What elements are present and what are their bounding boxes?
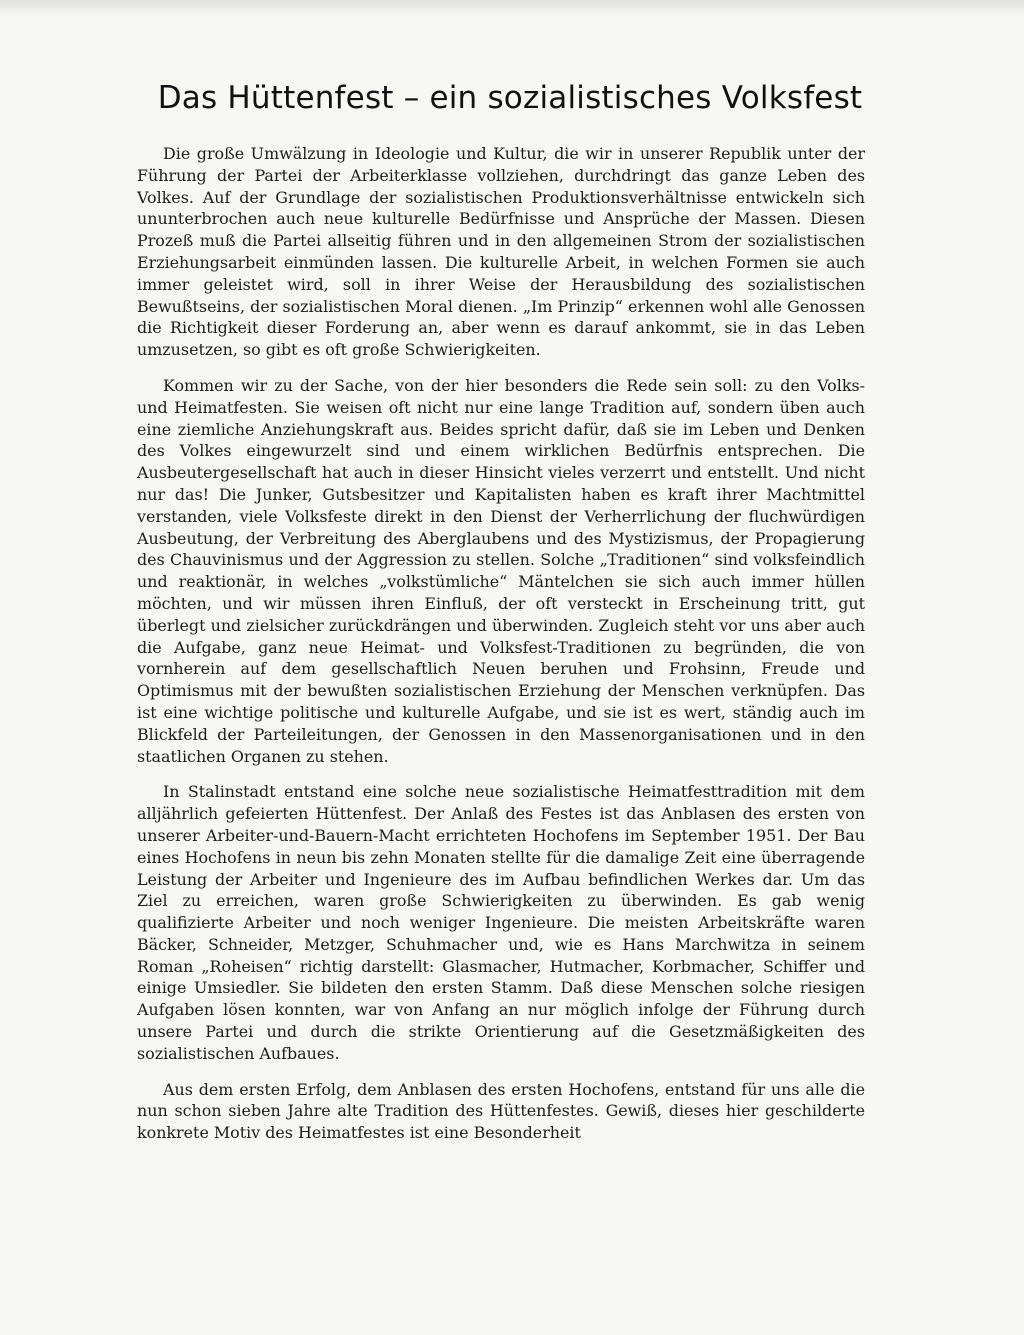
paragraph-2: Kommen wir zu der Sache, von der hier besonders die Rede sein soll: zu den Volks- und Heimatfesten. Sie weisen oft nicht nur eine lange Tradition auf, sondern üben auch eine ziemliche Anziehungskraft aus. Beides spricht dafür, daß sie im Leben und Denken des Volkes eingewurzelt sind und einem wirklichen Bedürfnis entsprechen. Die Ausbeutergesellschaft hat auch in dieser Hinsicht vieles verzerrt und entstellt. Und nicht nur das! Die Junker, Gutsbesitzer und Kapitalisten haben es kraft ihrer Machtmittel verstanden, viele Volksfeste direkt in den Dienst der Verherrlichung der fluchwürdigen Ausbeutung, der Verbreitung des Aberglaubens und des Mystizismus, der Propagierung des Chauvinismus und der Aggression zu stellen. Solche „Traditionen“ sind volksfeindlich und reaktionär, in welches „volkstümliche“ Mäntelchen sie sich auch immer hüllen möchten, und wir müssen ihren Einfluß, der oft versteckt in Erscheinung tritt, gut überlegt und zielsicher zurückdrängen und überwinden. Zugleich steht vor uns aber auch die Aufgabe, ganz neue Heimat- und Volksfest-Traditionen zu begründen, die von vornherein auf dem gesellschaftlich Neuen beruhen und Frohsinn, Freude und Optimismus mit der bewußten sozialistischen Erziehung der Menschen verknüpfen. Das ist eine wichtige politische und kulturelle Aufgabe, und sie ist es wert, ständig auch im Blickfeld der Parteileitungen, der Genossen in den Massenorganisationen und in den staatlichen Organen zu stehen. xyxy=(137,375,865,766)
paragraph-4: Aus dem ersten Erfolg, dem Anblasen des ersten Hochofens, entstand für uns alle die nun schon sieben Jahre alte Tradition des Hüttenfestes. Gewiß, dieses hier geschilderte konkrete Motiv des Heimatfestes ist eine Besonderheit xyxy=(137,1079,865,1143)
paragraph-1: Die große Umwälzung in Ideologie und Kultur, die wir in unserer Republik unter der Führung der Partei der Arbeiterklasse vollziehen, durchdringt das ganze Leben des Volkes. Auf der Grundlage der sozialistischen Produktionsverhältnisse entwickeln sich ununterbrochen auch neue kulturelle Bedürfnisse und Ansprüche der Massen. Diesen Prozeß muß die Partei allseitig führen und in den allgemeinen Strom der sozialistischen Erziehungsarbeit einmünden lassen. Die kulturelle Arbeit, in welchen Formen sie auch immer geleistet wird, soll in ihrer Weise der Herausbildung des sozialistischen Bewußtseins, der sozialistischen Moral dienen. „Im Prinzip“ erkennen wohl alle Genossen die Richtigkeit dieser Forderung an, aber wenn es darauf ankommt, sie in das Leben umzusetzen, so gibt es oft große Schwierigkeiten. xyxy=(137,144,865,360)
paragraph-3: In Stalinstadt entstand eine solche neue sozialistische Heimatfesttradition mit dem alljährlich gefeierten Hüttenfest. Der Anlaß des Festes ist das Anblasen des ersten von unserer Arbeiter-und-Bauern-Macht errichteten Hochofens im September 1951. Der Bau eines Hochofens in neun bis zehn Monaten stellte für die damalige Zeit eine überragende Leistung der Arbeiter und Ingenieure des im Aufbau befindlichen Werkes dar. Um das Ziel zu erreichen, waren große Schwierigkeiten zu überwinden. Es gab wenig qualifizierte Arbeiter und noch weniger Ingenieure. Die meisten Arbeitskräfte waren Bäcker, Schneider, Metzger, Schuhmacher und, wie es Hans Marchwitza in seinem Roman „Roheisen“ richtig darstellt: Glasmacher, Hutmacher, Korbmacher, Schiffer und einige Umsiedler. Sie bildeten den ersten Stamm. Daß diese Menschen solche riesigen Aufgaben lösen konnten, war von Anfang an nur möglich infolge der Führung durch unsere Partei und durch die strikte Orientierung auf die Gesetzmäßigkeiten des sozialistischen Aufbaues. xyxy=(137,782,865,1063)
page-title: Das Hüttenfest – ein sozialistisches Volksfest xyxy=(157,80,863,116)
article-body xyxy=(137,143,865,1144)
scan-edge-noise xyxy=(0,0,1024,16)
